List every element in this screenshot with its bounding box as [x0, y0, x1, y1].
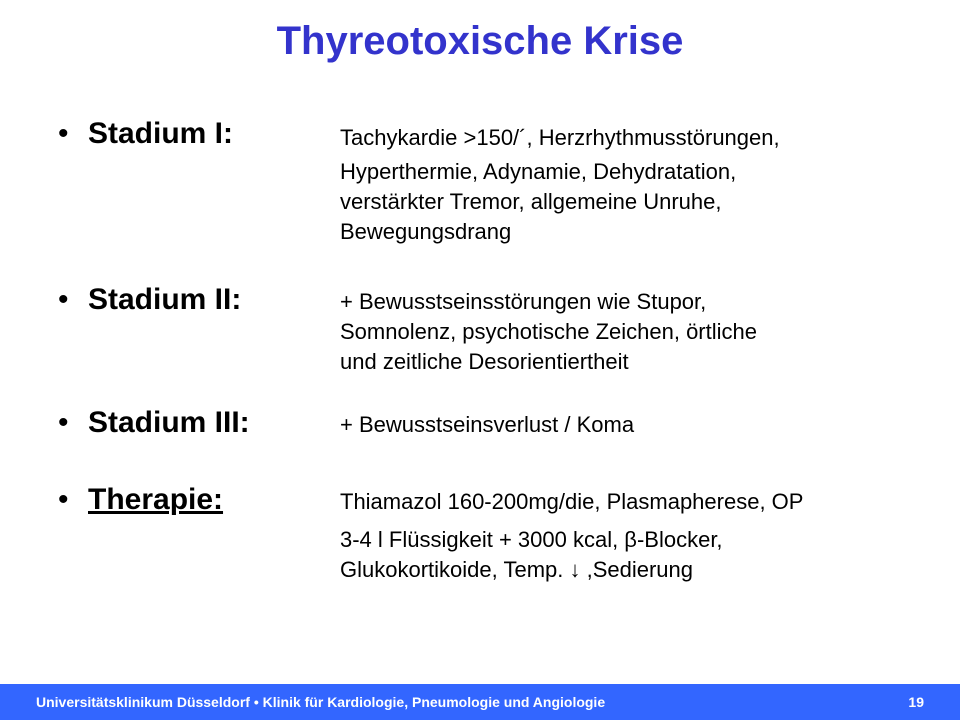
stage-description [340, 410, 940, 440]
bullet-point: • [58, 117, 69, 150]
stage-label: Stadium I: [88, 117, 234, 150]
footer-institution-text: Universitätsklinikum Düsseldorf • Klinik für Kardiologie, Pneumologie und Angiologie [36, 694, 606, 710]
bullet-point: • [58, 483, 69, 516]
bullet-point: • [58, 283, 69, 316]
description-line: Tachykardie >150/´, Herzrhythmusstörungen, [340, 125, 780, 150]
bullet-point: • [58, 406, 69, 439]
stage-description [340, 487, 940, 585]
description-line: und zeitliche Desorientiertheit [340, 349, 629, 374]
description-line: + Bewusstseinsstörungen wie Stupor, [340, 289, 707, 314]
description-line: verstärkter Tremor, allgemeine Unruhe, [340, 189, 722, 214]
footer-bar [0, 684, 960, 720]
description-line: Bewegungsdrang [340, 219, 512, 244]
description-line: 3-4 l Flüssigkeit + 3000 kcal, β-Blocker, [340, 527, 723, 552]
stage-label: Stadium II: [88, 283, 242, 316]
slide-title: Thyreotoxische Krise [276, 19, 684, 63]
description-line: Thiamazol 160-200mg/die, Plasmapherese, OP [340, 489, 804, 514]
stage-description [340, 123, 940, 247]
description-line: Glukokortikoide, Temp. ↓ ,Sedierung [340, 557, 693, 582]
stage-description [340, 287, 940, 377]
description-line: Somnolenz, psychotische Zeichen, örtliche [340, 319, 757, 344]
description-line: + Bewusstseinsverlust / Koma [340, 412, 635, 437]
page-number: 19 [908, 694, 924, 710]
stage-label: Stadium III: [88, 406, 250, 439]
therapy-label: Therapie: [88, 483, 224, 516]
description-line: Hyperthermie, Adynamie, Dehydratation, [340, 159, 737, 184]
